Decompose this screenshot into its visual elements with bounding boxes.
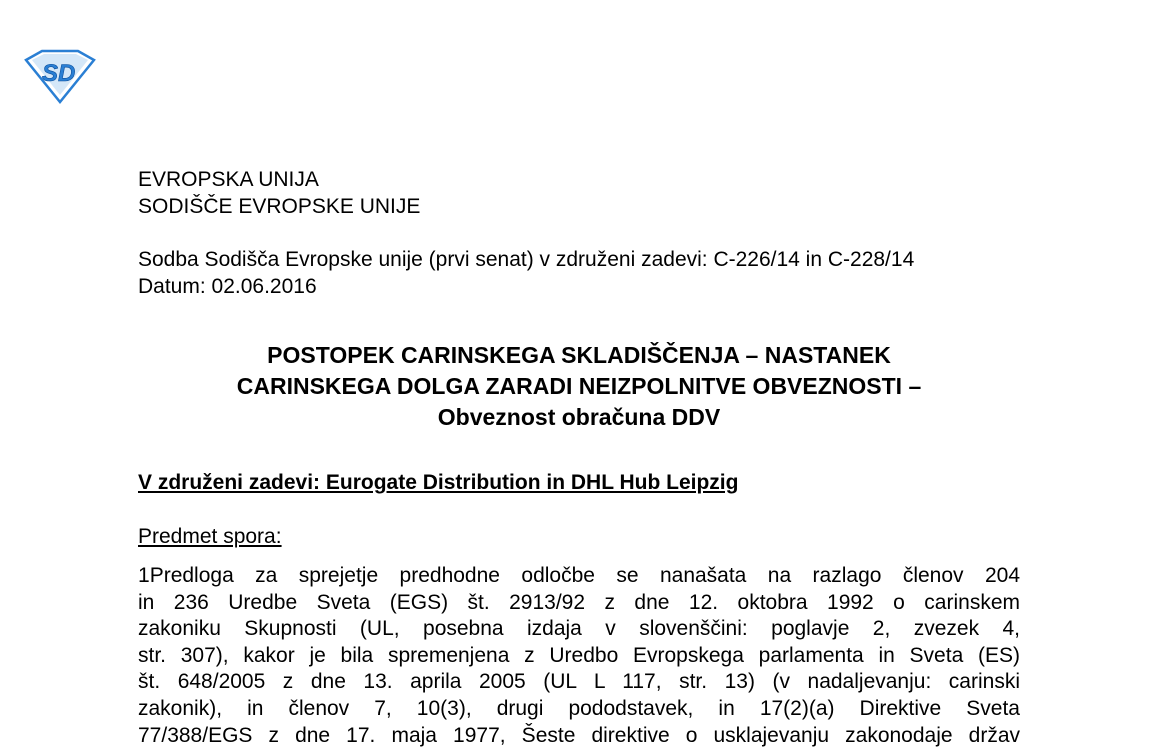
paragraph-line: zakonik), in členov 7, 10(3), drugi pododstavek, in 17(2)(a) Direktive Sveta — [138, 696, 1020, 720]
title-line-2: CARINSKEGA DOLGA ZARADI NEIZPOLNITVE OBVEZNOSTI – — [236, 373, 922, 399]
title-line-1: POSTOPEK CARINSKEGA SKLADIŠČENJA – NASTANEK — [267, 342, 891, 368]
paragraph-line — [138, 563, 1020, 590]
title-line-3: Obveznost obračuna DDV — [437, 404, 721, 430]
paragraph-line: 77/388/EGS z dne 17. maja 1977, Šeste direktive o usklajevanju zakonodaje držav — [138, 723, 1020, 747]
paragraph-line: in 236 Uredbe Sveta (EGS) št. 2913/92 z dne 12. oktobra 1992 o carinskem — [138, 590, 1020, 614]
svg-text:D: D — [58, 60, 76, 87]
paragraph-1 — [138, 563, 1020, 749]
court-union-name: EVROPSKA UNIJA — [138, 168, 319, 191]
court-name: SODIŠČE EVROPSKE UNIJE — [138, 195, 421, 218]
svg-text:S: S — [42, 60, 59, 87]
case-reference: Sodba Sodišča Evropske unije (prvi senat) v združeni zadevi: C-226/14 in C-228/14 — [138, 248, 915, 271]
paragraph-line: zakoniku Skupnosti (UL, posebna izdaja v slovenščini: poglavje 2, zvezek 4, — [138, 617, 1020, 641]
paragraph-line-text: Predloga za sprejetje predhodne odločbe se nanašata na razlago členov 204 — [149, 564, 1020, 587]
document-title — [138, 340, 1020, 433]
sd-logo-icon — [22, 48, 96, 104]
subject-heading: Predmet spora: — [138, 525, 282, 548]
judgment-date: Datum: 02.06.2016 — [138, 275, 317, 298]
paragraph-line: str. 307), kakor je bila spremenjena z Uredbo Evropskega parlamenta in Sveta (ES) — [138, 643, 1020, 667]
joined-cases-heading: V združeni zadevi: Eurogate Distribution in DHL Hub Leipzig — [138, 471, 739, 494]
paragraph-line: št. 648/2005 z dne 13. aprila 2005 (UL L 117, str. 13) (v nadaljevanju: carinski — [138, 670, 1020, 694]
paragraph-number: 1 — [138, 564, 150, 587]
